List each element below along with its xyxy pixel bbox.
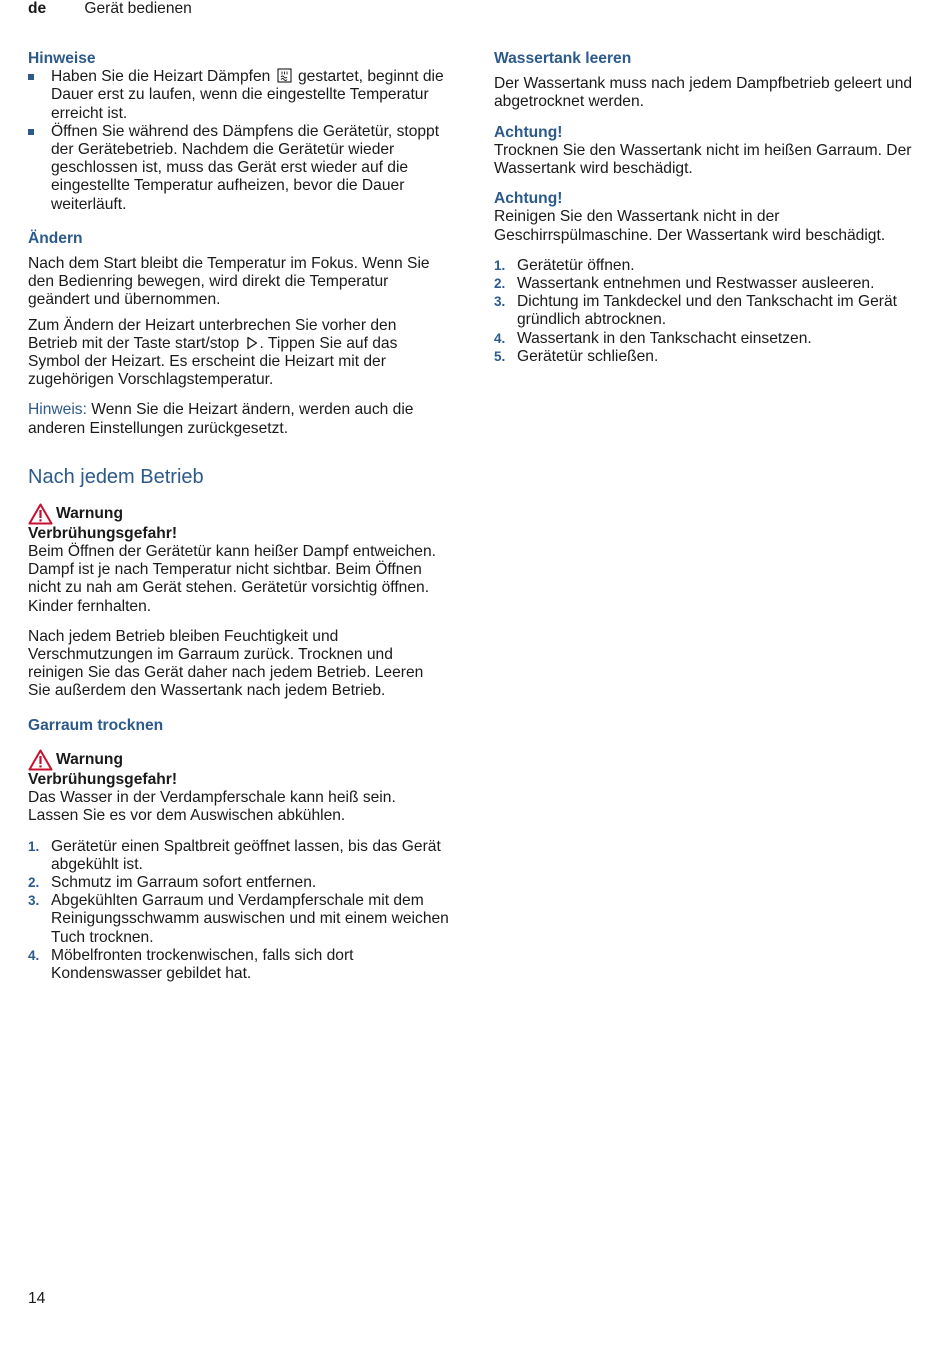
page-header xyxy=(28,0,192,18)
step-text: Dichtung im Tankdeckel und den Tankschacht im Gerät gründlich abtrocknen. xyxy=(517,293,897,329)
aendern-heading: Ändern xyxy=(28,229,83,247)
achtung-text: Reinigen Sie den Wassertank nicht in der Geschirrspülmaschine. Der Wassertank wird beschädigt. xyxy=(494,208,886,244)
step-text: Schmutz im Garraum sofort entfernen. xyxy=(51,873,317,891)
step-text: Gerätetür öffnen. xyxy=(517,256,635,274)
warning-heading: Verbrühungsgefahr! xyxy=(28,524,178,542)
warning-triangle-icon xyxy=(28,749,53,771)
warning-box xyxy=(28,503,450,616)
hinweis-text-before: Haben Sie die Heizart Dämpfen xyxy=(51,68,271,86)
warning-label: Warnung xyxy=(56,750,123,768)
list-item xyxy=(28,68,450,123)
step-text: Möbelfronten trockenwischen, falls sich dort Kondenswasser gebildet hat. xyxy=(51,946,354,982)
step-number: 1. xyxy=(28,838,40,854)
language-code: de xyxy=(28,0,47,17)
play-icon xyxy=(246,336,258,350)
steam-icon xyxy=(277,68,292,83)
list-item xyxy=(494,330,914,348)
warning-text: Beim Öffnen der Gerätetür kann heißer Dampf entweichen. Dampf ist je nach Temperatur nicht sichtbar. Beim Öffnen nicht zu nah am Gerät stehen. Gerätetür vorsichtig öffnen. Kinder fernhalten. xyxy=(28,543,436,615)
achtung-text: Trocknen Sie den Wassertank nicht im heißen Garraum. Der Wassertank wird beschädigt. xyxy=(494,141,912,178)
warning-title xyxy=(28,749,450,771)
list-item xyxy=(494,275,914,293)
warning-box xyxy=(28,749,450,826)
step-number: 3. xyxy=(28,893,40,909)
garraum-steps xyxy=(28,838,450,984)
list-item xyxy=(494,257,914,275)
hinweis-text-after: gestartet, beginnt die Dauer erst zu laufen, wenn die eingestellte Temperatur erreicht ist. xyxy=(51,68,444,122)
right-column xyxy=(494,50,914,366)
step-text: Wassertank entnehmen und Restwasser ausleeren. xyxy=(517,275,875,293)
warning-triangle-icon xyxy=(28,503,53,525)
step-number: 2. xyxy=(494,276,506,292)
warning-heading: Verbrühungsgefahr! xyxy=(28,770,178,788)
bullet-square-icon xyxy=(28,129,34,135)
step-number: 3. xyxy=(494,294,506,310)
warning-label: Warnung xyxy=(56,504,123,522)
hinweis-label: Hinweis: xyxy=(28,401,87,419)
step-text: Gerätetür schließen. xyxy=(517,347,659,365)
step-number: 2. xyxy=(28,874,40,890)
list-item xyxy=(494,293,914,329)
warning-title xyxy=(28,503,450,525)
list-item xyxy=(28,838,450,874)
hinweise-list xyxy=(28,68,450,214)
aendern-paragraph-1: Nach dem Start bleibt die Temperatur im Fokus. Wenn Sie den Bedienring bewegen, wird direkt die Temperatur geändert und übernommen. xyxy=(28,255,430,309)
list-item xyxy=(28,874,450,892)
step-number: 4. xyxy=(494,330,506,346)
step-number: 4. xyxy=(28,947,40,963)
bullet-square-icon xyxy=(28,74,34,80)
section-paragraph: Nach jedem Betrieb bleiben Feuchtigkeit und Verschmutzungen im Garraum zurück. Trocknen und reinigen Sie das Gerät daher nach jedem Betrieb. Leeren Sie außerdem den Wassertank nach jedem Betrieb. xyxy=(28,627,424,700)
list-item xyxy=(28,947,450,983)
hinweise-heading: Hinweise xyxy=(28,50,96,67)
header-title: Gerät bedienen xyxy=(84,0,192,17)
warning-text: Das Wasser in der Verdampferschale kann heiß sein. Lassen Sie es vor dem Auswischen abkühlen. xyxy=(28,789,396,825)
hinweis-text: Öffnen Sie während des Dämpfens die Gerätetür, stoppt der Gerätebetrieb. Nachdem die Gerätetür wieder geschlossen ist, muss das Gerät erst wieder auf die eingestellte Temperatur aufheizen, bevor die Dauer weiterläuft. xyxy=(51,122,440,213)
garraum-heading: Garraum trocknen xyxy=(28,716,164,734)
step-number: 1. xyxy=(494,257,506,273)
list-item xyxy=(28,123,450,214)
step-text: Wassertank in den Tankschacht einsetzen. xyxy=(517,329,812,347)
achtung-label: Achtung! xyxy=(494,123,563,141)
section-heading: Nach jedem Betrieb xyxy=(28,465,204,488)
achtung-label: Achtung! xyxy=(494,190,563,208)
wassertank-steps xyxy=(494,257,914,366)
step-number: 5. xyxy=(494,348,506,364)
hinweis-note-text: Wenn Sie die Heizart ändern, werden auch die anderen Einstellungen zurückgesetzt. xyxy=(28,401,414,437)
wassertank-heading: Wassertank leeren xyxy=(494,50,632,67)
step-text: Gerätetür einen Spaltbreit geöffnet lassen, bis das Gerät abgekühlt ist. xyxy=(51,837,441,873)
aendern-paragraph-2: Zum Ändern der Heizart unterbrechen Sie vorher den Betrieb mit der Taste start/stop . Tippen Sie auf das Symbol der Heizart. Es erscheint die Heizart mit der zugehörigen Vorschlagstemperatur. xyxy=(28,316,398,389)
left-column xyxy=(28,50,450,983)
list-item xyxy=(28,892,450,947)
wassertank-intro: Der Wassertank muss nach jedem Dampfbetrieb geleert und abgetrocknet werden. xyxy=(494,75,913,111)
hinweis-note xyxy=(28,401,450,437)
step-text: Abgekühlten Garraum und Verdampferschale mit dem Reinigungsschwamm auswischen und mit einem weichen Tuch trocknen. xyxy=(51,892,449,946)
list-item xyxy=(494,348,914,366)
page-number: 14 xyxy=(28,1290,46,1307)
